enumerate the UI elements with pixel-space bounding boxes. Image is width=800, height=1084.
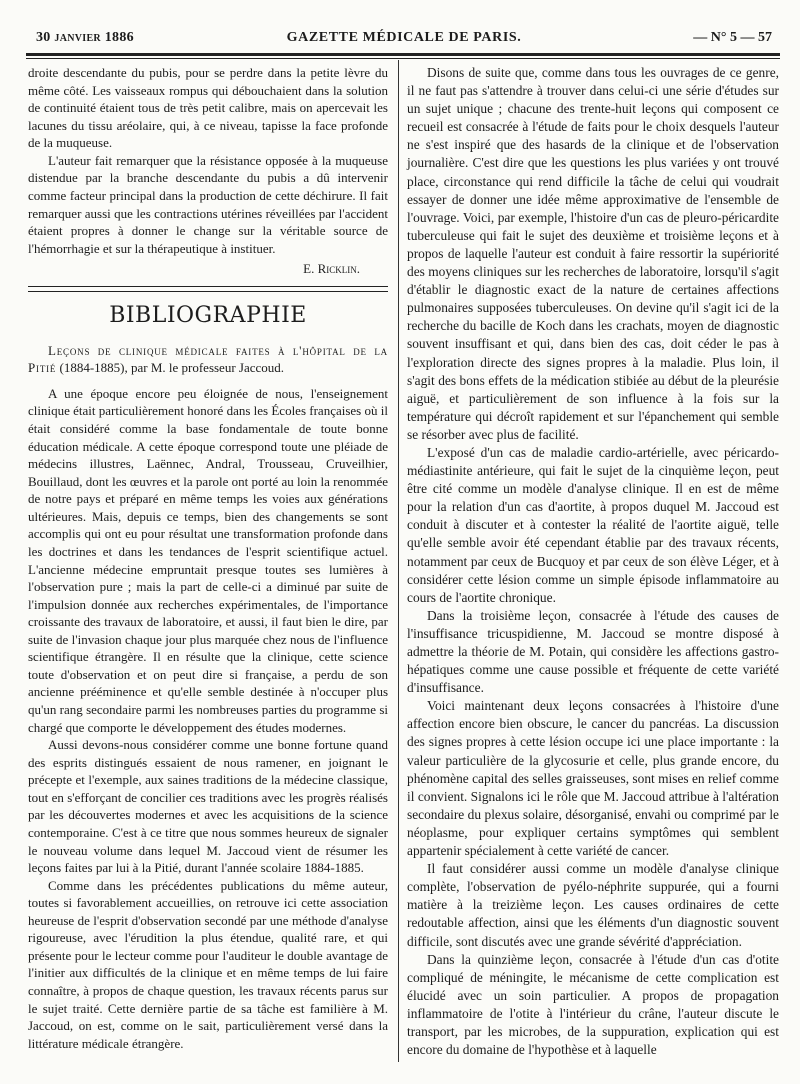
paragraph: Comme dans les précédentes publications du même auteur, toutes si favorablement accueillies, on retrouve ici cette association heureuse de l'esprit d'observation secondé par une méthode d'analyse rigoureuse, avec l'érudition la plus étendue, qualité rare, et qui présente pour le lecteur comme pour l'auditeur le double avantage de l'initier aux difficultés de la clinique et en même temps de lui faire connaître, à propos de chaque question, les travaux récents parus sur le sujet traité. Cette dernière partie de sa tâche est familière à M. Jaccoud, on est, comme on le sait, particulièrement versé dans la littérature médicale étrangère. [28,877,388,1051]
paragraph: droite descendante du pubis, pour se perdre dans la petite lèvre du même côté. Les vaisseaux rompus qui débouchaient dans la solution de continuité étaient tous de très petit calibre, mais on apercevait les lacunes du tissu aréolaire, qui, à ce niveau, tapisse la face profonde de la muqueuse. [28,65,388,151]
paragraph: Disons de suite que, comme dans tous les ouvrages de ce genre, il ne faut pas s'attendre à trouver dans celui-ci une série d'études sur un sujet unique ; chacune des trente-huit leçons qui composent ce recueil est consacrée à l'étude de faits pour le choix desquels l'auteur ne s'est inspiré que des hasards de la clinique et de l'observation journalière. C'est dire que les questions les plus variées y ont trouvé place, circonstance qui rend difficile la tâche de celui qui voudrait essayer de donner une idée même approximative de l'ensemble de l'ouvrage. Voici, par exemple, l'histoire d'un cas de pleuro-péricardite tuberculeuse qui fait le sujet des deuxième et troisième leçons et à propos de laquelle l'auteur est conduit à faire ressortir la supériorité des moyens cliniques sur les recherches de laboratoire, lorsqu'il s'agit d'établir le diagnostic exact de la nature de certaines affections pulmonaires supposées tuberculeuses. On devine qu'il s'agit ici de la recherche du bacille de Koch dans les crachats, moyen de diagnostic souvent insuffisant et qui, dans bien des cas, doit céder le pas à l'exploration directe des signes propres à la maladie. Plus loin, il s'agit des bons effets de la médication stibiée au début de la pleurésie aiguë, et particulièrement de son influence à la fois sur la température qui décroît rapidement et sur l'épanchement qui semble se résorber avec plus de facilité. [407,65,779,442]
paragraph: A une époque encore peu éloignée de nous, l'enseignement clinique était particulièrement honoré dans les Écoles françaises où il était considéré comme la base fondamentale de toute bonne éducation médicale. A cette époque correspond toute une pléiade de médecins illustres, Laënnec, Andral, Trousseau, Cruveilhier, Bouillaud, dont les œuvres et la parole ont porté au loin la renommée de notre pays et préparé en même temps les voies aux générations ultérieures. Mais, depuis ce temps, bien des changements se sont accomplis qui ont eu pour résultat une transformation profonde dans les doctrines et dans les tendances de l'esprit scientifique actuel. L'ancienne médecine empruntait presque toutes ses lumières à l'observation pure ; mais la part de celle-ci a diminué par suite de l'impulsion donnée aux recherches expérimentales, de l'importance croissante des travaux de laboratoire, et aussi, il faut bien le dire, par suite de l'invasion chaque jour plus marquée chez nous de l'influence scientifique étrangère. Il en résulte que la clinique, cette science toute d'observation et on peut dire si française, a perdu de son ancienne prééminence et qu'elle semble destinée à n'occuper plus qu'un rang secondaire parmi les nombreuses parties du programme si chargé que comporte le développement des études modernes. [28,385,388,735]
header-rule-thin [26,58,780,59]
left-column [28,64,388,1052]
section-title: BIBLIOGRAPHIE [109,302,307,328]
issue-page-number: — N° 5 — 57 [693,30,772,45]
paragraph: Aussi devons-nous considérer comme une bonne fortune quand des esprits distingués essaient de nous ramener, en joignant le précepte et l'exemple, aux saines traditions de la médecine classique, tout en s'efforçant de concilier ces traditions avec les progrès réalisés par les découvertes modernes et avec les acquisitions de la science contemporaine. C'est à ce titre que nous sommes heureux de signaler le nouveau volume dans lequel M. Jaccoud vient de résumer les leçons faites par lui à la Pitié, durant l'année scolaire 1884-1885. [28,737,388,876]
journal-title: GAZETTE MÉDICALE DE PARIS. [286,30,522,45]
book-title [28,342,388,377]
issue-date: 30 janvier 1886 [36,30,134,45]
paragraph: Dans la troisième leçon, consacrée à l'étude des causes de l'insuffisance tricuspidienne, M. Jaccoud se montre disposé à admettre la théorie de M. Potain, qui considère les affections gastro-hépatiques comme une cause possible et fréquente de cette variété d'insuffisance. [407,607,779,696]
section-divider [28,286,388,292]
right-column [407,64,779,1059]
column-divider [398,60,399,1062]
article-signature: E. Ricklin. [303,261,360,277]
book-title-details: (1884-1885), par M. le professeur Jaccoud. [56,360,285,376]
paragraph: Voici maintenant deux leçons consacrées à l'histoire d'une affection encore bien obscure, le cancer du pancréas. La discussion des signes propres à cette lésion occupe ici une place importante : la valeur particulière de la glycosurie et celle, plus grande encore, du phénomène capital des selles graisseuses, sont mises en relief comme il convient. Signalons ici le rôle que M. Jaccoud attribue à l'altération secondaire du plexus solaire, désorganisé, envahi ou comprimé par le néoplasme, pour expliquer certains symptômes qui semblent appartenir spécialement à cette variété de cancer. [407,698,779,859]
paragraph: Dans la quinzième leçon, consacrée à l'étude d'un cas d'otite compliqué de méningite, le mécanisme de cette complication est élucidé avec un soin particulier. A propos de propagation inflammatoire de l'otite à l'intérieur du crâne, l'auteur discute le transport, par les microbes, de la suppuration, explication qui est encore du domaine de l'hypothèse et à laquelle [407,951,779,1058]
page-header [36,30,772,52]
header-rule-thick [26,53,780,56]
paragraph: L'auteur fait remarquer que la résistance opposée à la muqueuse distendue par la branche descendante du pubis a dû intervenir comme facteur principal dans la production de cette déchirure. Il fait remarquer aussi que les contractions utérines réveillées par l'accident étaient propres à donner le change sur la véritable source de l'hémorrhagie et sur la thérapeutique à instituer. [28,152,388,256]
paragraph: L'exposé d'un cas de maladie cardio-artérielle, avec péricardo-médiastinite antérieure, qui fait le sujet de la cinquième leçon, peut être cité comme un modèle d'analyse clinique. Il en est de même pour la relation d'un cas d'aortite, à propos duquel M. Jaccoud est conduit à discuter et à contester la réalité de l'aortite aiguë, telle qu'elle semble avoir été cependant établie par des travaux récents, notamment par ceux de Bucquoy et par ceux de son élève Léger, et à considérer cette lésion comme un simple épisode inflammatoire au cours de l'aortite chronique. [407,444,779,605]
book-title-main: Leçons de clinique médicale faites à l'hôpital de la Pitié [28,342,388,376]
paragraph: Il faut considérer aussi comme un modèle d'analyse clinique complète, l'observation de pyélo-néphrite suppurée, qui a fourni matière à la treizième leçon. Les causes ordinaires de cette redoutable affection, ainsi que les éléments d'un diagnostic souvent difficile, sont discutés avec une grande sévérité d'appréciation. [407,861,779,949]
